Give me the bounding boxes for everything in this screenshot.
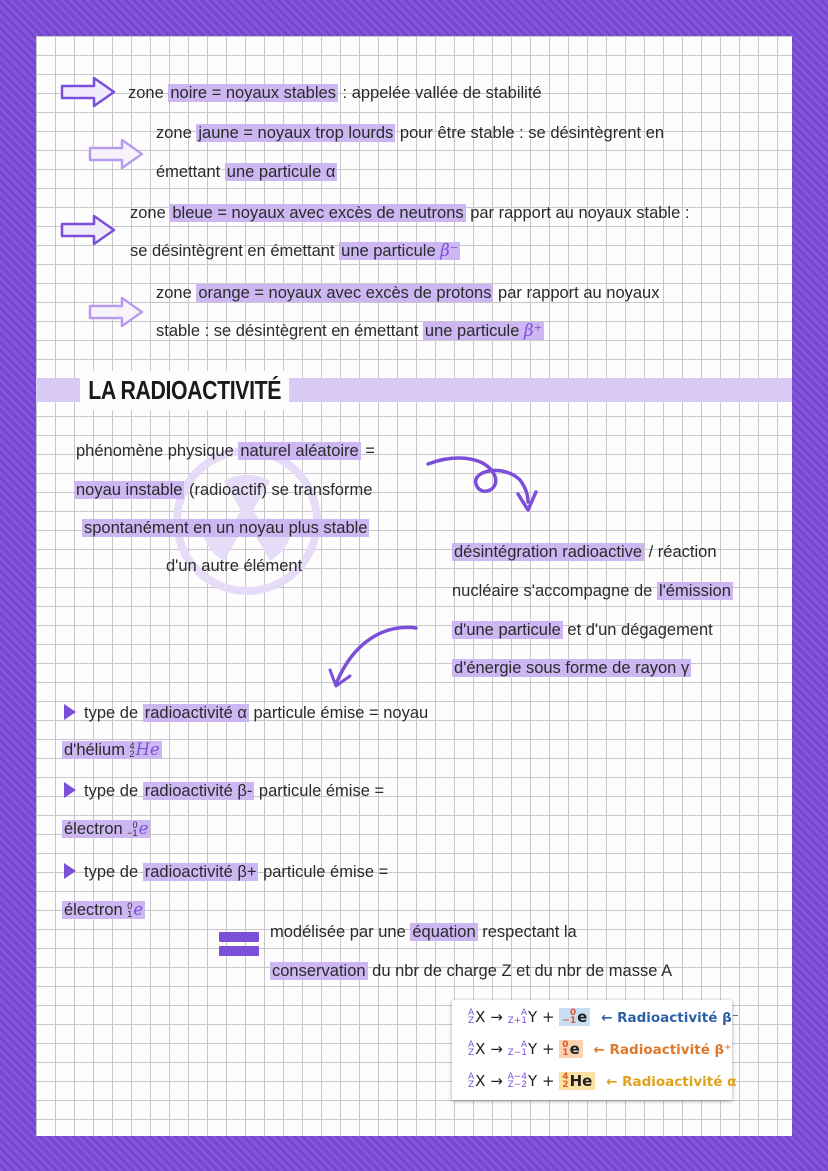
definition-line4: d'un autre élément	[166, 557, 303, 575]
outline-arrow-icon	[58, 210, 118, 250]
curved-arrow-icon	[326, 620, 426, 696]
type-beta-plus-line2: électron 0 1 e	[64, 900, 144, 919]
bullet-triangle-icon	[64, 782, 76, 798]
model-line2: conservation du nbr de charge Z et du nbr de masse A	[272, 962, 673, 980]
disintegration-line4: d'énergie sous forme de rayon γ	[454, 659, 690, 677]
definition-line1: phénomène physique naturel aléatoire =	[76, 442, 375, 460]
zone-bleue-line: zone bleue = noyaux avec excès de neutrons par rapport au noyaux stable :	[130, 204, 690, 222]
particle-chip: 0 −1 e	[559, 1008, 590, 1026]
equation-beta-plus: A Z X → A Z−1 Y + 0 1 e ← Radioactivité β⁺	[468, 1039, 732, 1058]
particle-chip: 0 1 e	[559, 1040, 582, 1058]
equations-card	[452, 1000, 739, 1100]
type-alpha-line: type de radioactivité α particule émise = noyau	[64, 704, 428, 722]
particle-chip: 4 2 He	[559, 1072, 595, 1090]
zone-orange-line2: stable : se désintègrent en émettant une particule β⁺	[156, 321, 543, 340]
type-beta-plus-line: type de radioactivité β+ particule émise =	[64, 863, 388, 881]
definition-line3: spontanément en un noyau plus stable	[84, 519, 368, 537]
zone-jaune-line: zone jaune = noyaux trop lourds pour être stable : se désintègrent en	[156, 124, 665, 142]
disintegration-line1: désintégration radioactive / réaction	[454, 543, 717, 561]
zone-jaune-line2: émettant une particule α	[156, 163, 336, 181]
disintegration-line2: nucléaire s'accompagne de l'émission	[452, 582, 731, 600]
bullet-triangle-icon	[64, 704, 76, 720]
type-beta-minus-line2: électron 0 −1 e	[64, 819, 149, 838]
zone-bleue-line2: se désintègrent en émettant une particule β⁻	[130, 241, 459, 260]
grid-paper	[36, 36, 792, 1136]
model-line1: modélisée par une équation respectant la	[270, 923, 577, 941]
type-beta-minus-line: type de radioactivité β- particule émise =	[64, 782, 384, 800]
section-title: LA RADIOACTIVITÉ	[80, 371, 289, 410]
outline-arrow-icon	[86, 134, 146, 174]
equation-beta-minus: A Z X → A Z+1 Y + 0 −1 e ← Radioactivité β⁻	[468, 1007, 739, 1026]
outline-arrow-icon	[86, 292, 146, 332]
type-alpha-line2: d'hélium 4 2 He	[64, 740, 160, 759]
curly-arrow-icon	[424, 450, 544, 522]
bullet-triangle-icon	[64, 863, 76, 879]
equation-alpha: A Z X → A−4 Z−2 Y + 4 2 He ← Radioactivité α	[468, 1071, 737, 1090]
zone-noire-line: zone noire = noyaux stables : appelée vallée de stabilité	[128, 84, 542, 102]
definition-line2: noyau instable (radioactif) se transforme	[76, 481, 373, 499]
zone-orange-line: zone orange = noyaux avec excès de protons par rapport au noyaux	[156, 284, 660, 302]
outline-arrow-icon	[58, 72, 118, 112]
equals-icon	[219, 932, 259, 960]
disintegration-line3: d'une particule et d'un dégagement	[454, 621, 713, 639]
